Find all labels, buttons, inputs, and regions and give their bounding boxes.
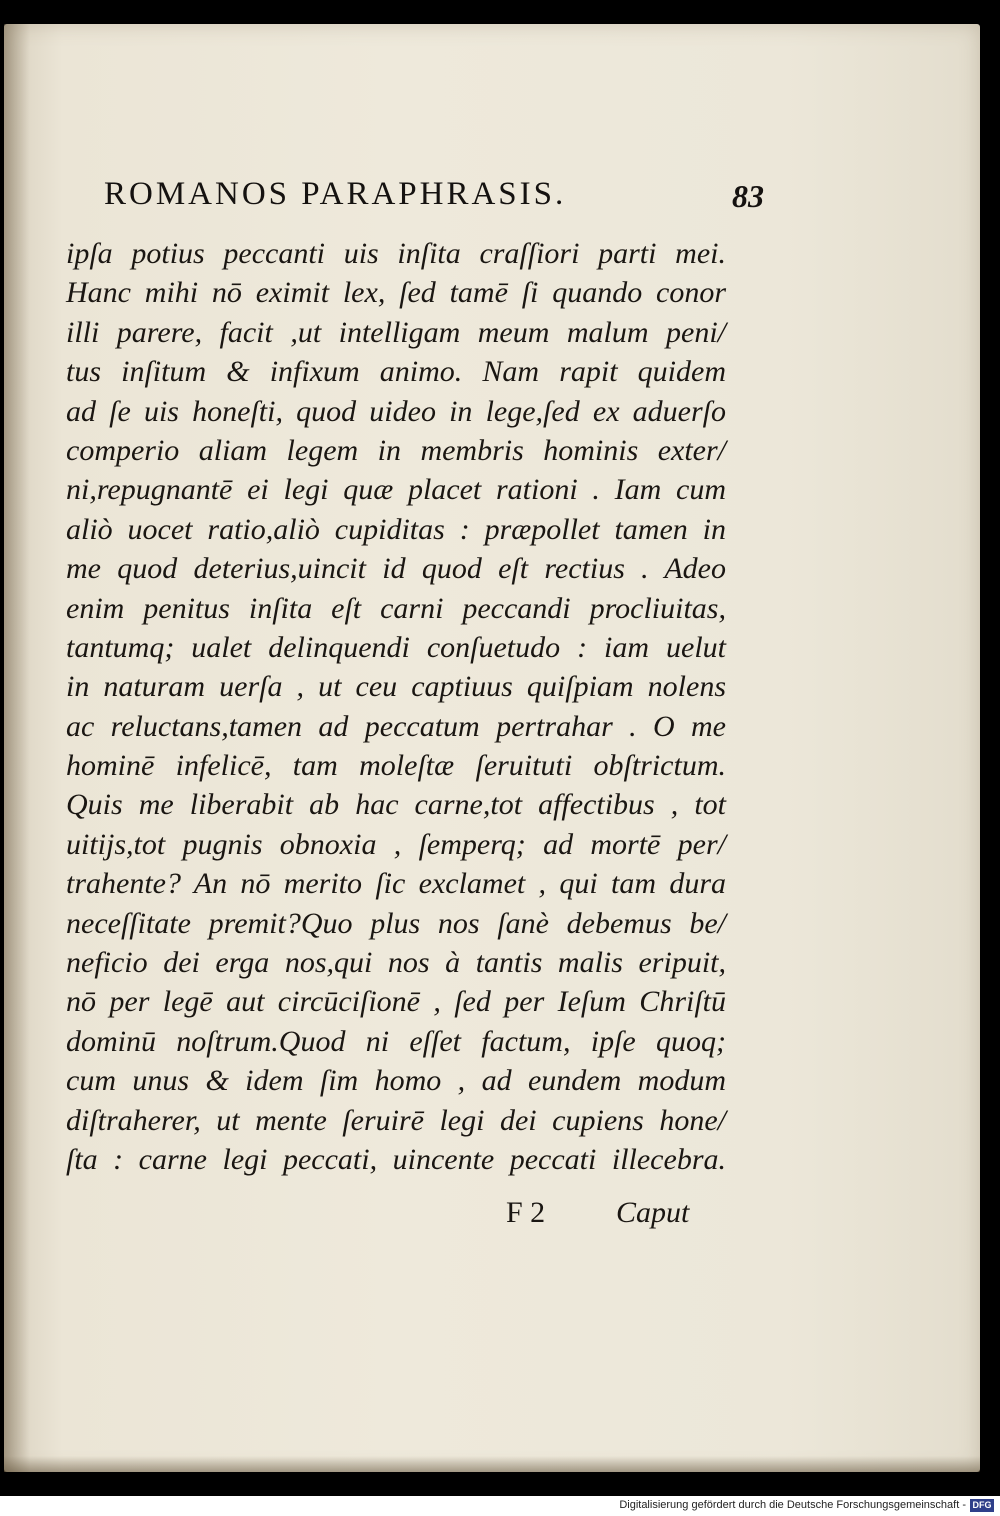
running-head <box>104 176 784 222</box>
text-line: trahente? An nō merito ſic exclamet , qui tam dura <box>66 867 726 901</box>
text-line: uitijs,tot pugnis obnoxia , ſemperq; ad mortē per/ <box>66 827 726 861</box>
body-text <box>66 234 726 1179</box>
catchword-row <box>506 1196 716 1240</box>
text-line: ipſa potius peccanti uis inſita craſſiori parti mei. <box>66 237 726 270</box>
text-line: nō per legē aut circūciſionē , ſed per Ieſum Chriſtū <box>66 985 726 1019</box>
text-line: tus inſitum & infixum animo. Nam rapit quidem <box>66 355 726 389</box>
text-line: comperio aliam legem in membris hominis exter/ <box>66 433 726 467</box>
text-line: Quis me liberabit ab hac carne,tot affectibus , tot <box>66 788 726 822</box>
funding-credit: Digitalisierung gefördert durch die Deutsche Forschungsgemeinschaft - <box>619 1499 966 1511</box>
text-line: neficio dei erga nos,qui nos à tantis malis eripuit, <box>66 946 726 980</box>
running-head-title: ROMANOS PARAPHRASIS. <box>104 176 567 212</box>
text-line: aliò uocet ratio,aliò cupiditas : præpollet tamen in <box>66 512 726 546</box>
text-line: illi parere, facit ,ut intelligam meum malum peni/ <box>66 315 726 349</box>
text-line: ad ſe uis honeſti, quod uideo in lege,ſed ex aduerſo <box>66 394 726 428</box>
text-line: diſtraherer, ut mente ſeruirē legi dei cupiens hone/ <box>66 1103 726 1137</box>
text-line: hominē infelicē, tam moleſtæ ſeruituti obſtrictum. <box>66 749 726 783</box>
spine-shadow <box>4 24 30 1472</box>
folio-number: 83 <box>732 178 764 214</box>
text-line: ni,repugnantē ei legi quæ placet rationi . Iam cum <box>66 473 726 507</box>
text-line: Hanc mihi nō eximit lex, ſed tamē ſi quando conor <box>66 276 726 310</box>
text-line: neceſſitate premit?Quo plus nos ſanè debemus be/ <box>66 906 726 940</box>
dfg-logo: DFG <box>970 1499 994 1512</box>
text-line: cum unus & idem ſim homo , ad eundem modum <box>66 1064 726 1098</box>
text-line: enim penitus inſita eſt carni peccandi procliuitas, <box>66 591 726 625</box>
digitization-footer <box>0 1496 1000 1516</box>
signature-mark: F 2 <box>506 1196 546 1229</box>
text-line: tantumq; ualet delinquendi conſuetudo : iam uelut <box>66 630 726 664</box>
page-bottom-edge <box>4 1456 980 1472</box>
text-line: dominū noſtrum.Quod ni eſſet factum, ipſe quoq; <box>66 1024 726 1058</box>
text-line: in naturam uerſa , ut ceu captiuus quiſpiam nolens <box>66 670 726 704</box>
text-line: ac reluctans,tamen ad peccatum pertrahar . O me <box>66 709 726 743</box>
text-line: me quod deterius,uincit id quod eſt rectius . Adeo <box>66 552 726 586</box>
catchword: Caput <box>616 1196 690 1229</box>
text-line: ſta : carne legi peccati, uincente peccati illecebra. <box>66 1142 726 1176</box>
